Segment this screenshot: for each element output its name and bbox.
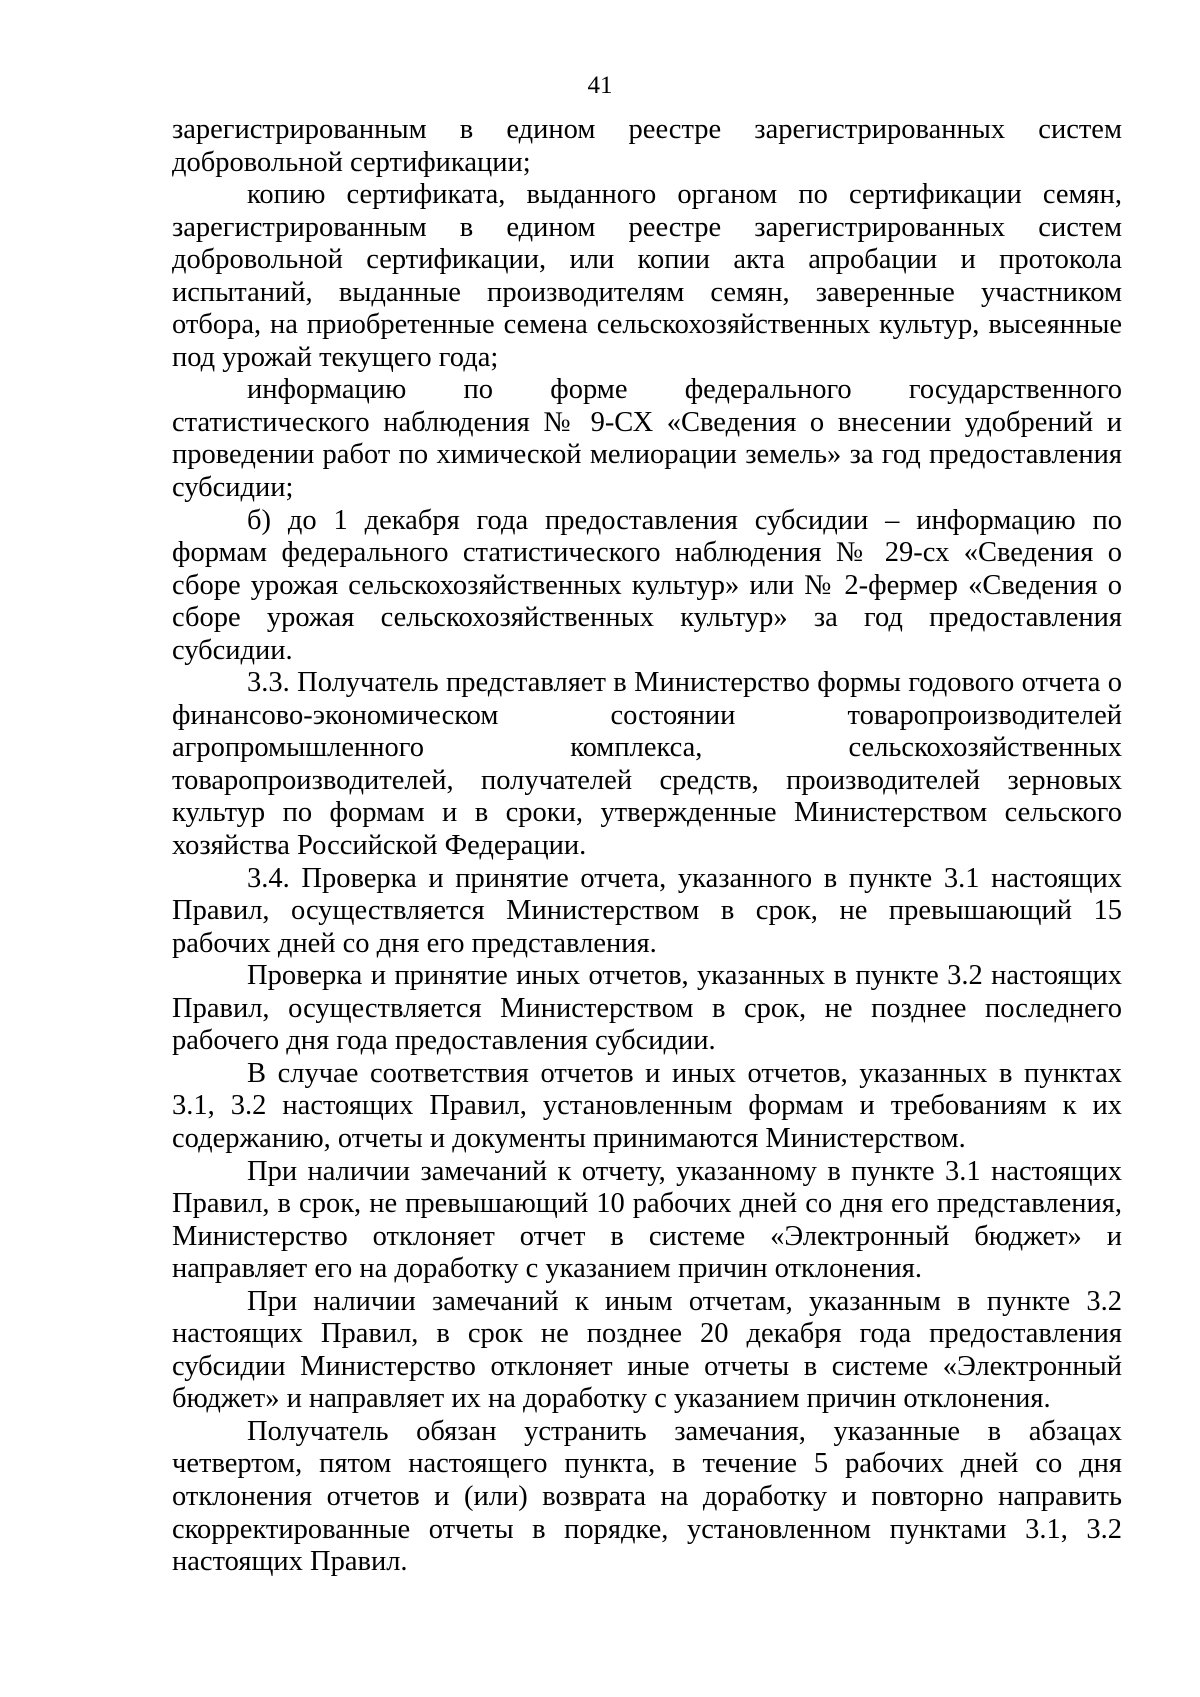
paragraph-registry-continuation: зарегистрированным в едином реестре зарегистрированных систем добровольной сертификации; — [172, 114, 1122, 178]
paragraph-item-b: б) до 1 декабря года предоставления субсидии – информацию по формам федерального статистического наблюдения № 29-сх «Сведения о сборе урожая сельскохозяйственных культур» или № 2-фермер «Сведения о сборе урожая сельскохозяйственных культур» за год предоставления субсидии. — [172, 504, 1122, 666]
paragraph-report-remarks: При наличии замечаний к отчету, указанному в пункте 3.1 настоящих Правил, в срок, не превышающий 10 рабочих дней со дня его представления, Министерство отклоняет отчет в системе «Электронный бюджет» и направляет его на доработку с указанием причин отклонения. — [172, 1155, 1122, 1285]
paragraph-other-reports-check: Проверка и принятие иных отчетов, указанных в пункте 3.2 настоящих Правил, осуществляется Министерством в срок, не позднее последнего рабочего дня года предоставления субсидии. — [172, 960, 1122, 1057]
paragraph-other-report-remarks: При наличии замечаний к иным отчетам, указанным в пункте 3.2 настоящих Правил, в срок не позднее 20 декабря года предоставления субсидии Министерство отклоняет иные отчеты в системе «Электронный бюджет» и направляет их на доработку с указанием причин отклонения. — [172, 1285, 1122, 1415]
document-body — [172, 114, 1122, 1579]
paragraph-3-3: 3.3. Получатель представляет в Министерство формы годового отчета о финансово-экономическом состоянии товаропроизводителей агропромышленного комплекса, сельскохозяйственных товаропроизводителей, получателей средств, производителей зерновых культур по формам и в сроки, утвержденные Министерством сельского хозяйства Российской Федерации. — [172, 667, 1122, 862]
paragraph-seed-certificate: копию сертификата, выданного органом по сертификации семян, зарегистрированным в едином реестре зарегистрированных систем добровольной сертификации, или копии акта апробации и протокола испытаний, выданные производителям семян, заверенные участником отбора, на приобретенные семена сельскохозяйственных культур, высеянные под урожай текущего года; — [172, 179, 1122, 373]
paragraph-recipient-obligation: Получатель обязан устранить замечания, указанные в абзацах четвертом, пятом настоящего пункта, в течение 5 рабочих дней со дня отклонения отчетов и (или) возврата на доработку и повторно направить скорректированные отчеты в порядке, установленном пунктами 3.1, 3.2 настоящих Правил. — [172, 1415, 1122, 1578]
paragraph-form-9-sx: информацию по форме федерального государственного статистического наблюдения № 9-СХ «Сведения о внесении удобрений и проведении работ по химической мелиорации земель» за год предоставления субсидии; — [172, 374, 1122, 504]
page-number: 41 — [587, 72, 613, 99]
paragraph-reports-accepted: В случае соответствия отчетов и иных отчетов, указанных в пунктах 3.1, 3.2 настоящих Правил, установленным формам и требованиям к их содержанию, отчеты и документы принимаются Министерством. — [172, 1057, 1122, 1154]
paragraph-3-4: 3.4. Проверка и принятие отчета, указанного в пункте 3.1 настоящих Правил, осуществляется Министерством в срок, не превышающий 15 рабочих дней со дня его представления. — [172, 862, 1122, 959]
